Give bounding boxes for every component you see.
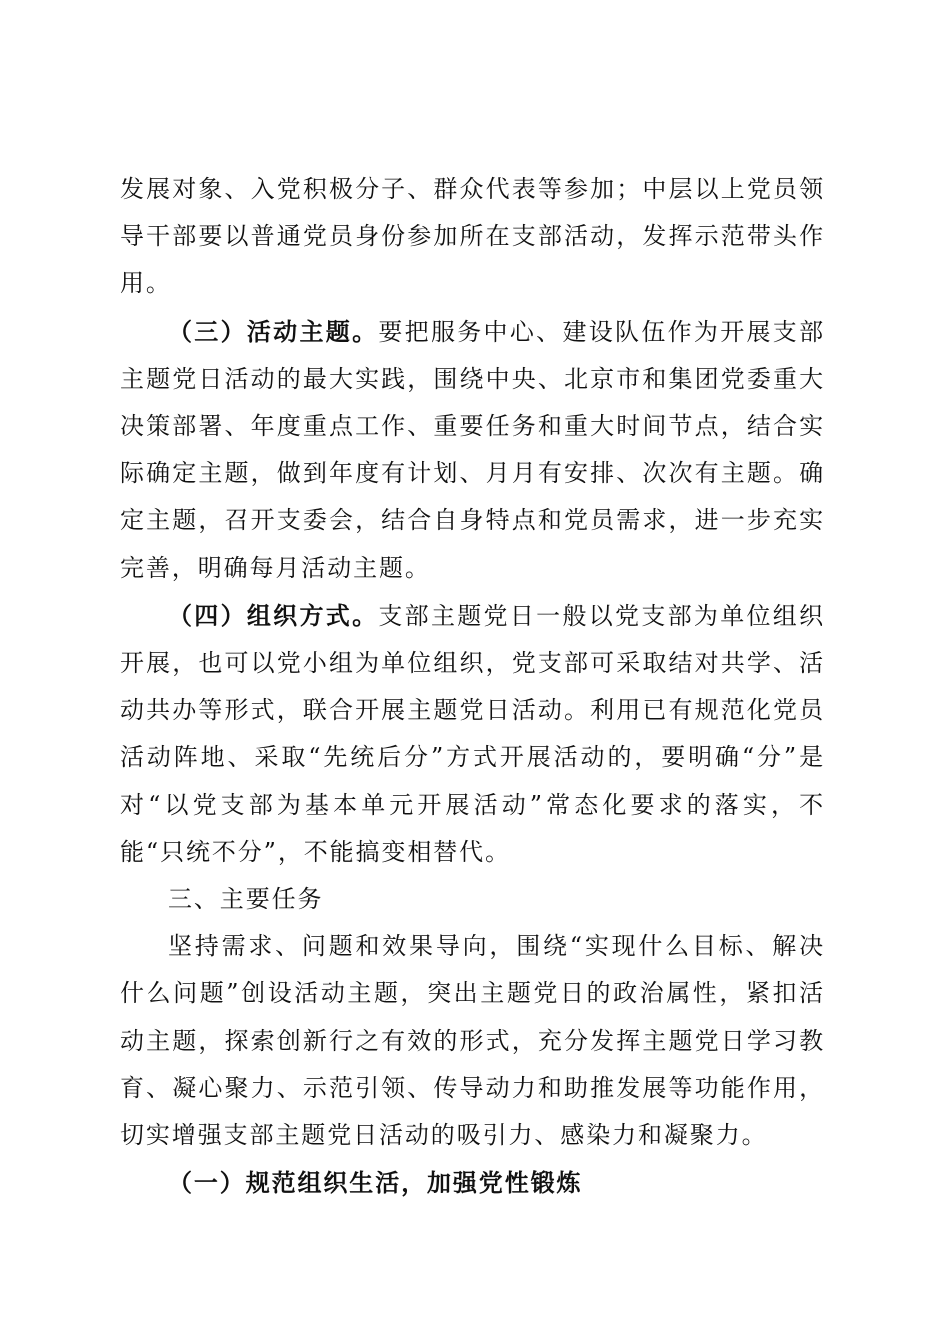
paragraph-main-tasks-intro — [120, 923, 825, 1159]
paragraph-body: 发展对象、入党积极分子、群众代表等参加；中层以上党员领导干部要以普通党员身份参加所在支部活动，发挥示范带头作用。 — [120, 175, 825, 298]
paragraph-body: 坚持需求、问题和效果导向，围绕“实现什么目标、解决什么问题”创设活动主题，突出主题党日的政治属性，紧扣活动主题，探索创新行之有效的形式，充分发挥主题党日学习教育、凝心聚力、示范引领、传导动力和助推发展等功能作用，切实增强支部主题党日活动的吸引力、感染力和凝聚力。 — [120, 932, 825, 1150]
paragraph-continuation — [120, 166, 825, 308]
paragraph-lead: （四）组织方式。 — [168, 600, 379, 630]
paragraph-body: 要把服务中心、建设队伍作为开展支部主题党日活动的最大实践，围绕中央、北京市和集团党委重大决策部署、年度重点工作、重要任务和重大时间节点，结合实际确定主题，做到年度有计划、月月有安排、次次有主题。确定主题，召开支委会，结合自身特点和党员需求，进一步充实完善，明确每月活动主题。 — [120, 317, 825, 582]
paragraph-activity-theme — [120, 308, 825, 592]
section-heading-main-tasks — [120, 876, 825, 923]
document-page — [120, 166, 825, 1207]
subheading-text: （一）规范组织生活，加强党性锻炼 — [168, 1168, 583, 1198]
section-heading-text: 三、主要任务 — [168, 885, 324, 914]
subheading-standardize-life — [120, 1159, 825, 1207]
paragraph-body: 支部主题党日一般以党支部为单位组织开展，也可以党小组为单位组织，党支部可采取结对共学、活动共办等形式，联合开展主题党日活动。利用已有规范化党员活动阵地、采取“先统后分”方式开展活动的，要明确“分”是对“以党支部为基本单元开展活动”常态化要求的落实，不能“只统不分”，不能搞变相替代。 — [120, 601, 825, 866]
paragraph-organization-method — [120, 592, 825, 876]
paragraph-lead: （三）活动主题。 — [168, 316, 379, 346]
